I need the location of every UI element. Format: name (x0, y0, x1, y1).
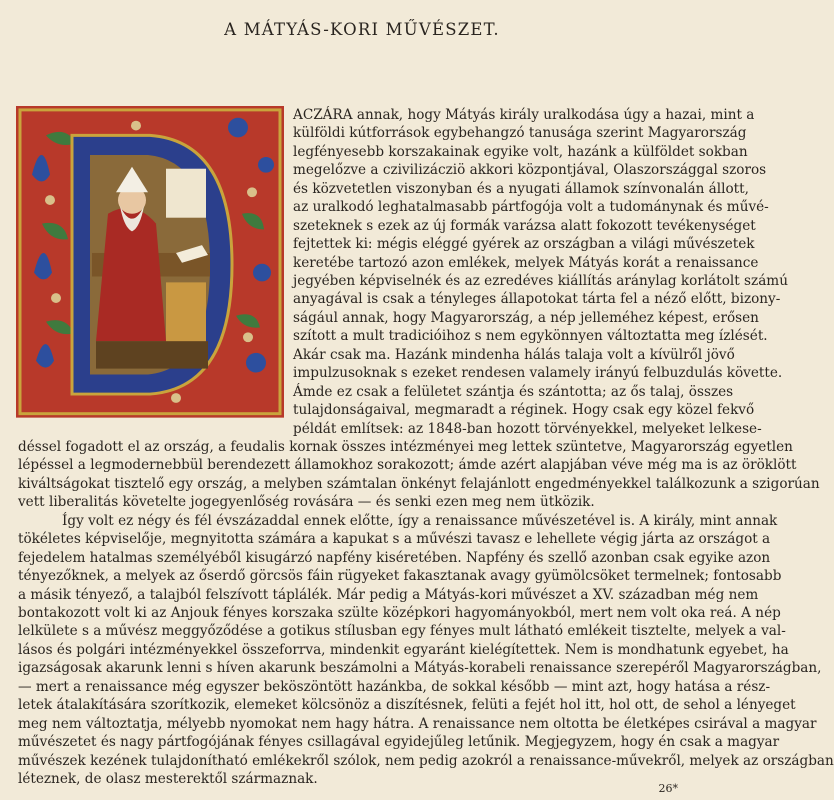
text-line: Akár csak ma. Hazánk mindenha hálás talaja volt a kívülről jövő (293, 346, 735, 363)
text-line: tökéletes képviselője, megnyitotta számára a kapukat s a művészi tavasz e lehellete végig járta az országot a (18, 531, 771, 548)
text-line: megelőzve a czivilizácziö akkori központjával, Olaszországgal szoros (293, 162, 767, 179)
text-line: bontakozott volt ki az Anjouk fényes korszaka szülte középkori hagyományokból, mert nem volt oka reá. A nép (18, 605, 781, 621)
text-line: művészetet és nagy pártfogójának fényes csillagával egyidejűleg letűnik. Megjegyzem, hogy én csak a magyar (18, 734, 780, 751)
text-line: impulzusoknak s ezeket rendesen valamely irányú felbuzdulás követte. (293, 365, 783, 382)
text-line: letek átalakítására szorítkozik, elemeket kölcsönöz a diszítésnek, felüti a fejét hol itt, hol ott, de sehol a lényeget (18, 697, 796, 714)
text-line: Így volt ez négy és fél évszázaddal ennek előtte, így a renaissance művészetével is. A király, mint annak (62, 512, 778, 529)
text-line: anyagával is csak a tényleges állapotokat tárta fel a néző előtt, bizony- (293, 291, 781, 308)
text-line: Ámde ez csak a felületet szántja és szántotta; az ős talaj, összes (293, 383, 734, 400)
illuminated-initial (16, 106, 284, 418)
text-line: tényezőknek, a melyek az őserdő görcsös fáin rügyeket fakasztanak avagy gyümölcsöket termelnek; fontosabb (18, 568, 782, 585)
text-line: léteznek, de olasz mesterektől származnak. (18, 771, 318, 787)
text-line: — mert a renaissance még egyszer beköszöntött hazánkba, de sokkal később — mint azt, hogy hatása a rész- (18, 678, 771, 695)
text-line: művészek kezének tulajdonítható emlékekről szólok, nem pedig azokról a renaissance-művekről, melyek az országban (18, 752, 834, 769)
text-line: fejtettek ki: mégis eléggé gyérek az országban a világi művészetek (293, 236, 755, 253)
text-line: az uralkodó leghatalmasabb pártfogója volt a tudománynak és művé- (293, 199, 769, 216)
text-line: jegyében képviselnék és az ezredéves kiállítás aránylag korlátolt számú (293, 273, 788, 289)
text-line: ACZÁRA annak, hogy Mátyás király uralkodása úgy a hazai, mint a (293, 107, 755, 123)
text-line: keretébe tartozó azon emlékek, melyek Mátyás korát a renaissance (293, 254, 759, 271)
text-line: lépéssel a legmodernebbül berendezett államokhoz sorakozott; ámde azért alapjában véve még ma is az öröklött (18, 457, 797, 474)
text-line: és közvetetlen viszonyban és a nyugati államok színvonalán állott, (293, 180, 749, 197)
text-line: legfényesebb korszakainak egyike volt, hazánk a külföldet sokban (293, 143, 748, 160)
text-line: példát említsek: az 1848-ban hozott törvényekkel, melyeket lelkese- (293, 420, 762, 437)
page-number: 26* (658, 782, 678, 795)
text-line: déssel fogadott el az ország, a feudalis kornak összes intézményei meg lettek szüntetve, Magyarország egyetlen (18, 439, 793, 455)
text-line: lásos és polgári intézményekkel összeforrva, mindenkit egyaránt kielégítettek. Nem is mondhatunk egyebet, ha (18, 641, 789, 658)
text-line: vett liberalitás követelte jogegyenlőség rovására — és senki ezen meg nem ütközik. (18, 494, 595, 511)
text-line: kiváltságokat tisztelő egy ország, a melyben számtalan önkényt felajánlott engedményekkel találkozunk a szigorúan (18, 475, 820, 492)
text-line: külföldi kútforrások egybehangzó tanusága szerint Magyarország (293, 125, 747, 142)
illuminated-initial-art (16, 106, 284, 418)
text-line: szított a mult tradicióihoz s nem egykönnyen változtatta meg ízlését. (293, 328, 768, 345)
text-line: fejedelem hatalmas személyéből kisugárzó napfény kiséretében. Napfény és szellő azonban csak egyike azon (18, 549, 771, 566)
text-line: meg nem változtatja, mélyebb nyomokat nem hagy hátra. A renaissance nem oltotta be életképes csirával a magyar (18, 715, 817, 732)
text-line: szeteknek s ezek az új formák varázsa alatt fokozott tevékenységet (293, 217, 756, 234)
text-line: ságául annak, hogy Magyarország, a nép jelleméhez képest, erősen (293, 309, 759, 326)
text-line: a másik tényező, a talajból felszívott táplálék. Már pedig a Mátyás-kori művészet a XV. században még nem (18, 586, 759, 603)
text-line: igazságosak akarunk lenni s híven akarunk beszámolni a Mátyás-korabeli renaissance szerepéről Magyarországban, (18, 660, 822, 677)
text-line: lelkülete s a művész meggyőződése a gotikus stílusban egy fényes mult látható emlékeit tisztelte, melyek a val- (18, 623, 786, 640)
text-line: tulajdonságaival, megmaradt a réginek. Hogy csak egy közel fekvő (293, 402, 755, 419)
page-title: A MÁTYÁS-KORI MŰVÉSZET. (224, 20, 500, 39)
